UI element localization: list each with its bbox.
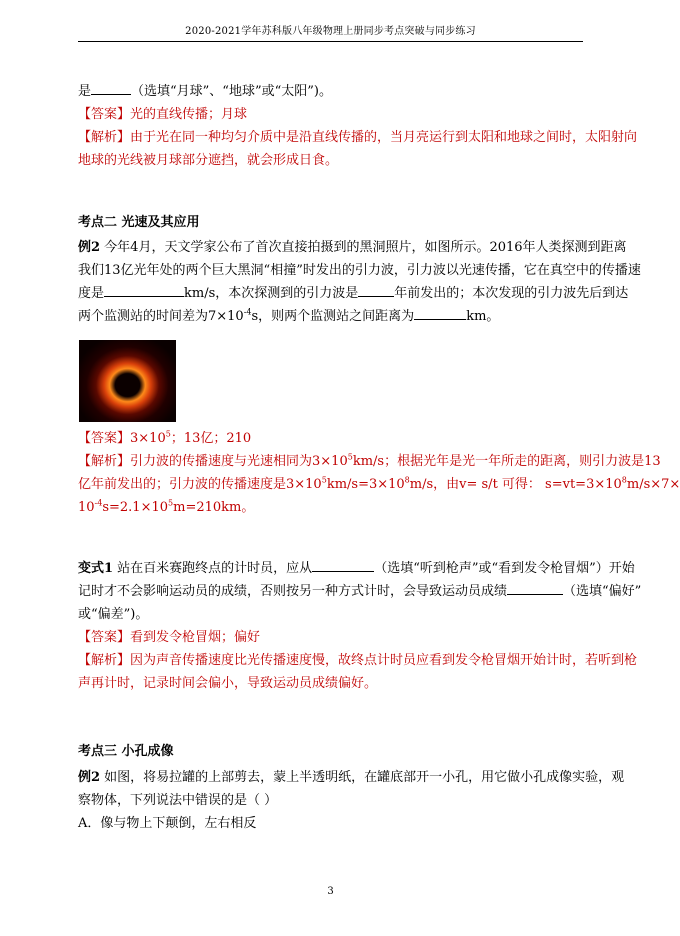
question-line: 例2 如图，将易拉罐的上部剪去，蒙上半透明纸，在罐底部开一小孔，用它做小孔成像实验，观 xyxy=(78,770,625,785)
question-line: 两个监测站的时间差为$7\times 10^{-4}s$，则两个监测站之间距离为 km。 xyxy=(78,305,588,328)
question-line: 或“偏差”)。 xyxy=(78,607,149,622)
question-continuation xyxy=(78,80,638,172)
question-line: 我们13亿光年处的两个巨大黑洞“相撞”时发出的引力波，引力波以光速传播，它在真空中的传播速 xyxy=(78,263,641,278)
variant-label: 变式1 xyxy=(78,561,114,576)
explanation-line: 【解析】引力波的传播速度与光速相同为$3\times 10^5km/s$；根据光年是光一年所走的距离，则引力波是13 xyxy=(78,452,661,469)
answer-line xyxy=(78,103,588,126)
explanation-line: 【解析】因为声音传播速度比光传播速度慢，故终点计时员应看到发令枪冒烟开始计时，若听到枪 xyxy=(78,653,638,668)
example-question xyxy=(78,236,641,328)
explanation-line: 声再计时，记录时间会偏小，导致运动员成绩偏好。 xyxy=(78,676,378,691)
question-line: 变式1 站在百米赛跑终点的计时员，应从 （选填“听到枪声”或“看到发令枪冒烟”）开始 xyxy=(78,557,588,580)
section-heading: 考点三 小孔成像 xyxy=(78,744,174,759)
section-heading: 考点二 光速及其应用 xyxy=(78,215,200,230)
answer-label: 【答案】 xyxy=(78,107,131,122)
answer-label: 【答案】 xyxy=(78,431,131,446)
question-line: 记时才不会影响运动员的成绩，否则按另一种方式计时，会导致运动员成绩 （选填“偏好” xyxy=(78,580,588,603)
answer-blank xyxy=(358,282,394,297)
example-question xyxy=(78,766,625,835)
variant-question xyxy=(78,557,642,695)
question-line: 察物体，下列说法中错误的是（ ） xyxy=(78,793,278,808)
explanation-label: 【解析】 xyxy=(78,653,131,668)
example-label: 例2 xyxy=(78,770,101,785)
page-number: 3 xyxy=(327,886,334,897)
question-line: 例2 今年4月，天文学家公布了首次直接拍摄到的黑洞照片，如图所示。2016年人类探测到距离 xyxy=(78,240,627,255)
answer-line: 【答案】$3\times 10^5$；13亿；210 xyxy=(78,429,252,446)
answer-text: 看到发令枪冒烟；偏好 xyxy=(130,630,261,645)
option-a: A．像与物上下颠倒，左右相反 xyxy=(78,816,257,831)
answer-blank xyxy=(91,80,131,95)
answer-blank xyxy=(414,305,466,320)
explanation-line: 地球的光线被月球部分遮挡，就会形成日食。 xyxy=(78,153,339,168)
answer-blank xyxy=(104,282,184,297)
explanation-line: 亿年前发出的；引力波的传播速度是$3\times 10^5km/s=3\times 10^8m/s$，由v= s/t 可得： $s=vt=3\times 10^8m/s\times 7\times$ xyxy=(78,475,680,492)
answer-blank xyxy=(312,557,374,572)
answer-text: 光的直线传播；月球 xyxy=(130,107,248,122)
explanation-label: 【解析】 xyxy=(78,454,131,469)
explanation-line: $10^{-4}s=2.1\times 10^5m=210km$。 xyxy=(78,498,255,515)
answer-section xyxy=(78,427,680,519)
answer-label: 【答案】 xyxy=(78,630,131,645)
page-header: 2020-2021学年苏科版八年级物理上册同步考点突破与同步练习 xyxy=(78,22,583,42)
explanation-label: 【解析】 xyxy=(78,130,131,145)
question-line: 度是 km/s，本次探测到的引力波是 年前发出的；本次发现的引力波先后到达 xyxy=(78,282,588,305)
example-label: 例2 xyxy=(78,240,101,255)
black-hole-image xyxy=(79,340,176,422)
question-line: 是 （选填“月球”、“地球”或“太阳”)。 xyxy=(78,80,588,103)
answer-line xyxy=(78,626,588,649)
explanation-line: 【解析】由于光在同一种均匀介质中是沿直线传播的，当月亮运行到太阳和地球之间时，太阳射向 xyxy=(78,130,638,145)
answer-blank xyxy=(507,580,563,595)
